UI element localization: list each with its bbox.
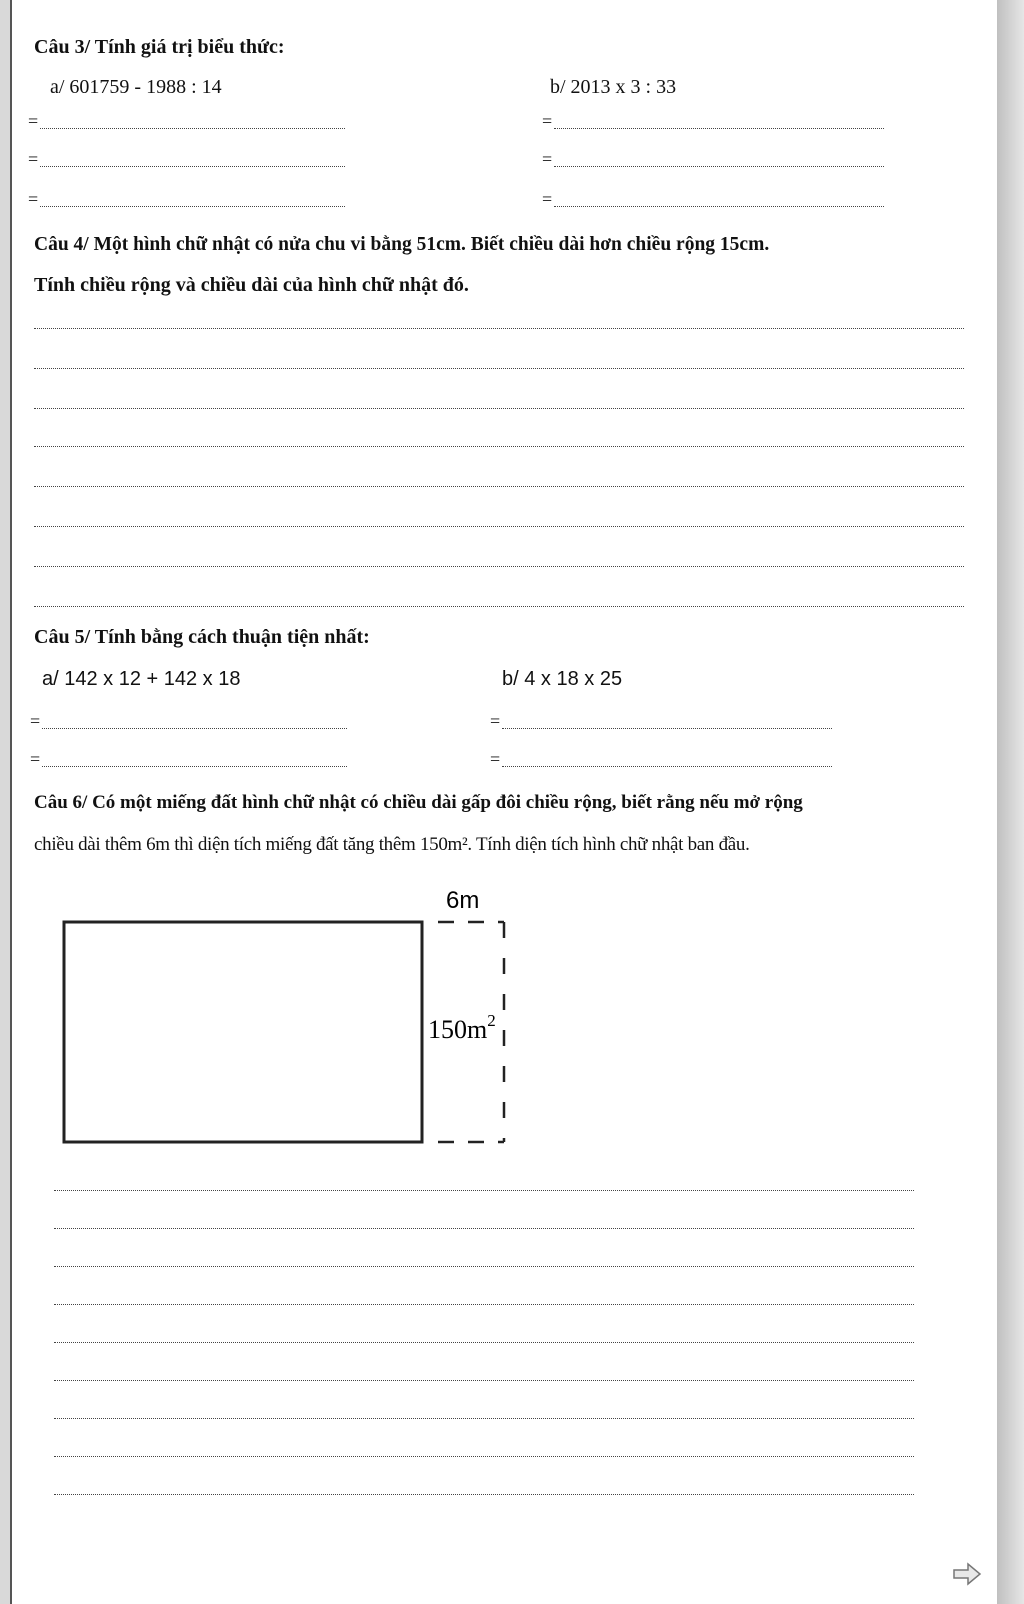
- q3-title: Câu 3/ Tính giá trị biểu thức:: [34, 36, 285, 58]
- q5-title-text: Câu 5/ Tính bằng cách thuận tiện nhất:: [34, 626, 370, 648]
- q5b-answer-line-1[interactable]: [502, 728, 832, 729]
- q6-answer-line-5[interactable]: [54, 1342, 914, 1343]
- q4-answer-line-3[interactable]: [34, 408, 964, 409]
- q6-answer-line-2[interactable]: [54, 1228, 914, 1229]
- rectangle-diagram: [62, 880, 542, 1150]
- q6-text-line-1: Câu 6/ Có một miếng đất hình chữ nhật có chiều dài gấp đôi chiều rộng, biết rằng nếu mở rộng: [34, 792, 803, 813]
- q4-answer-line-2[interactable]: [34, 368, 964, 369]
- q4-answer-line-1[interactable]: [34, 328, 964, 329]
- q4-text-line-1: Câu 4/ Một hình chữ nhật có nửa chu vi bằng 51cm. Biết chiều dài hơn chiều rộng 15cm.: [34, 234, 770, 255]
- q5a-equals-2: =: [30, 749, 41, 769]
- q6-answer-line-8[interactable]: [54, 1456, 914, 1457]
- q4-answer-line-7[interactable]: [34, 566, 964, 567]
- q5a-answer-line-2[interactable]: [42, 766, 347, 767]
- rectangle-diagram-svg: [62, 880, 542, 1150]
- q6-answer-line-1[interactable]: [54, 1190, 914, 1191]
- q4-answer-line-5[interactable]: [34, 486, 964, 487]
- scrollbar-track[interactable]: [995, 0, 1024, 1604]
- q4-text-line-2: Tính chiều rộng và chiều dài của hình chữ nhật đó.: [34, 274, 469, 296]
- q6-answer-line-7[interactable]: [54, 1418, 914, 1419]
- q4-answer-line-6[interactable]: [34, 526, 964, 527]
- q6-answer-line-9[interactable]: [54, 1494, 914, 1495]
- q5-expression-b: b/ 4 x 18 x 25: [502, 668, 623, 690]
- q3b-answer-line-1[interactable]: [554, 128, 884, 129]
- q4-answer-line-8[interactable]: [34, 606, 964, 607]
- q3b-answer-line-3[interactable]: [554, 206, 884, 207]
- extension-width-label: 6m: [446, 887, 480, 914]
- q6-answer-line-6[interactable]: [54, 1380, 914, 1381]
- q3-expression-a: a/ 601759 - 1988 : 14: [50, 76, 222, 98]
- arrow-right-icon[interactable]: [952, 1562, 982, 1586]
- q5b-equals-1: =: [490, 711, 501, 731]
- q5-title: [34, 626, 370, 649]
- worksheet-page: [10, 0, 997, 1604]
- q3a-answer-line-1[interactable]: [40, 128, 345, 129]
- q6-text-line-2: chiều dài thêm 6m thì diện tích miếng đất tăng thêm 150m². Tính diện tích hình chữ nhật ban đầu.: [34, 834, 750, 855]
- q3b-equals-1: =: [542, 111, 553, 131]
- q3b-equals-3: =: [542, 189, 553, 209]
- q3-expression-b: b/ 2013 x 3 : 33: [550, 76, 677, 98]
- q5a-answer-line-1[interactable]: [42, 728, 347, 729]
- extension-area-label: [428, 1011, 496, 1044]
- q5-expression-a: a/ 142 x 12 + 142 x 18: [42, 668, 241, 690]
- area-base-text: 150m: [428, 1015, 488, 1044]
- q3b-answer-line-2[interactable]: [554, 166, 884, 167]
- original-rectangle: [64, 922, 422, 1142]
- q5b-equals-2: =: [490, 749, 501, 769]
- q3a-equals-3: =: [28, 189, 39, 209]
- q5b-answer-line-2[interactable]: [502, 766, 832, 767]
- area-exponent-text: 2: [487, 1011, 496, 1030]
- q6-answer-line-3[interactable]: [54, 1266, 914, 1267]
- q3b-equals-2: =: [542, 149, 553, 169]
- arrow-right-icon-svg: [952, 1562, 982, 1586]
- q3a-answer-line-3[interactable]: [40, 206, 345, 207]
- q5a-equals-1: =: [30, 711, 41, 731]
- q3a-equals-2: =: [28, 149, 39, 169]
- q3a-answer-line-2[interactable]: [40, 166, 345, 167]
- q3a-equals-1: =: [28, 111, 39, 131]
- q6-answer-line-4[interactable]: [54, 1304, 914, 1305]
- q4-answer-line-4[interactable]: [34, 446, 964, 447]
